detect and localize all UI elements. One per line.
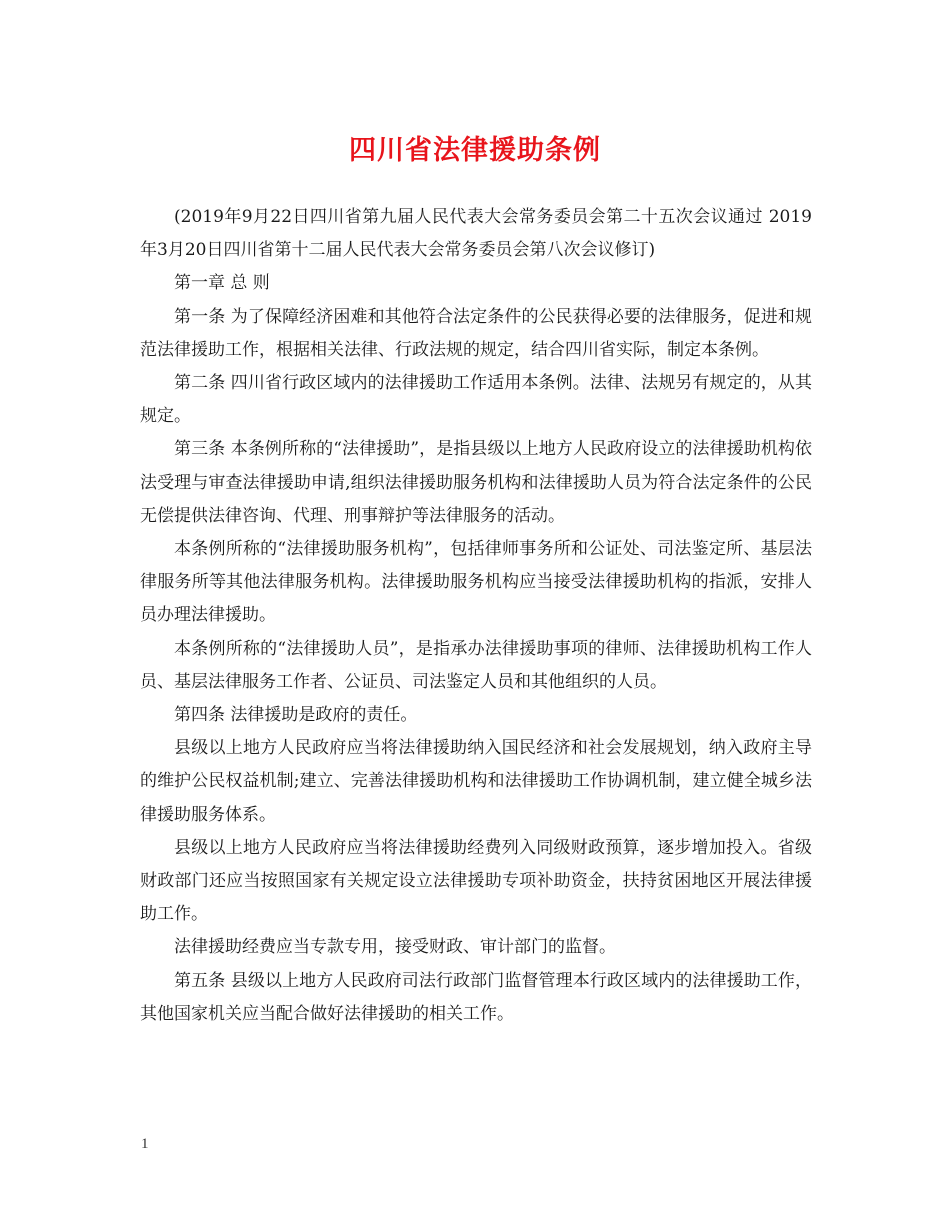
page-number: 1 — [141, 1136, 149, 1152]
preamble-paragraph: (2019年9月22日四川省第九届人民代表大会常务委员会第二十五次会议通过 2019年3月20日四川省第十二届人民代表大会常务委员会第八次会议修订) — [140, 207, 812, 261]
article-paragraph: 县级以上地方人民政府应当将法律援助纳入国民经济和社会发展规划，纳入政府主导的维护公民权益机制;建立、完善法律援助机构和法律援助工作协调机制，建立健全城乡法律援助服务体系。 — [140, 738, 812, 825]
article-paragraph: 本条例所称的“法律援助服务机构”，包括律师事务所和公证处、司法鉴定所、基层法律服务所等其他法律服务机构。法律援助服务机构应当接受法律援助机构的指派，安排人员办理法律援助。 — [140, 539, 812, 626]
document-title: 四川省法律援助条例 — [349, 135, 601, 166]
article-paragraph: 法律援助经费应当专款专用，接受财政、审计部门的监督。 — [174, 937, 616, 958]
article-paragraph: 第五条 县级以上地方人民政府司法行政部门监督管理本行政区域内的法律援助工作，其他国家机关应当配合做好法律援助的相关工作。 — [140, 970, 812, 1024]
article-paragraph: 第三条 本条例所称的“法律援助”，是指县级以上地方人民政府设立的法律援助机构依法受理与审查法律援助申请,组织法律援助服务机构和法律援助人员为符合法定条件的公民无偿提供法律咨询、代理、刑事辩护等法律服务的活动。 — [140, 439, 812, 526]
article-paragraph: 第四条 法律援助是政府的责任。 — [174, 705, 418, 726]
document-body — [140, 201, 812, 1031]
article-paragraph: 本条例所称的“法律援助人员”，是指承办法律援助事项的律师、法律援助机构工作人员、基层法律服务工作者、公证员、司法鉴定人员和其他组织的人员。 — [140, 638, 812, 692]
article-paragraph: 县级以上地方人民政府应当将法律援助经费列入同级财政预算，逐步增加投入。省级财政部门还应当按照国家有关规定设立法律援助专项补助资金，扶持贫困地区开展法律援助工作。 — [140, 837, 812, 925]
article-paragraph: 第一条 为了保障经济困难和其他符合法定条件的公民获得必要的法律服务，促进和规范法律援助工作，根据相关法律、行政法规的规定，结合四川省实际，制定本条例。 — [140, 306, 812, 360]
article-paragraph: 第二条 四川省行政区域内的法律援助工作适用本条例。法律、法规另有规定的，从其规定。 — [140, 373, 812, 427]
chapter-heading: 第一章 总 则 — [174, 273, 270, 294]
